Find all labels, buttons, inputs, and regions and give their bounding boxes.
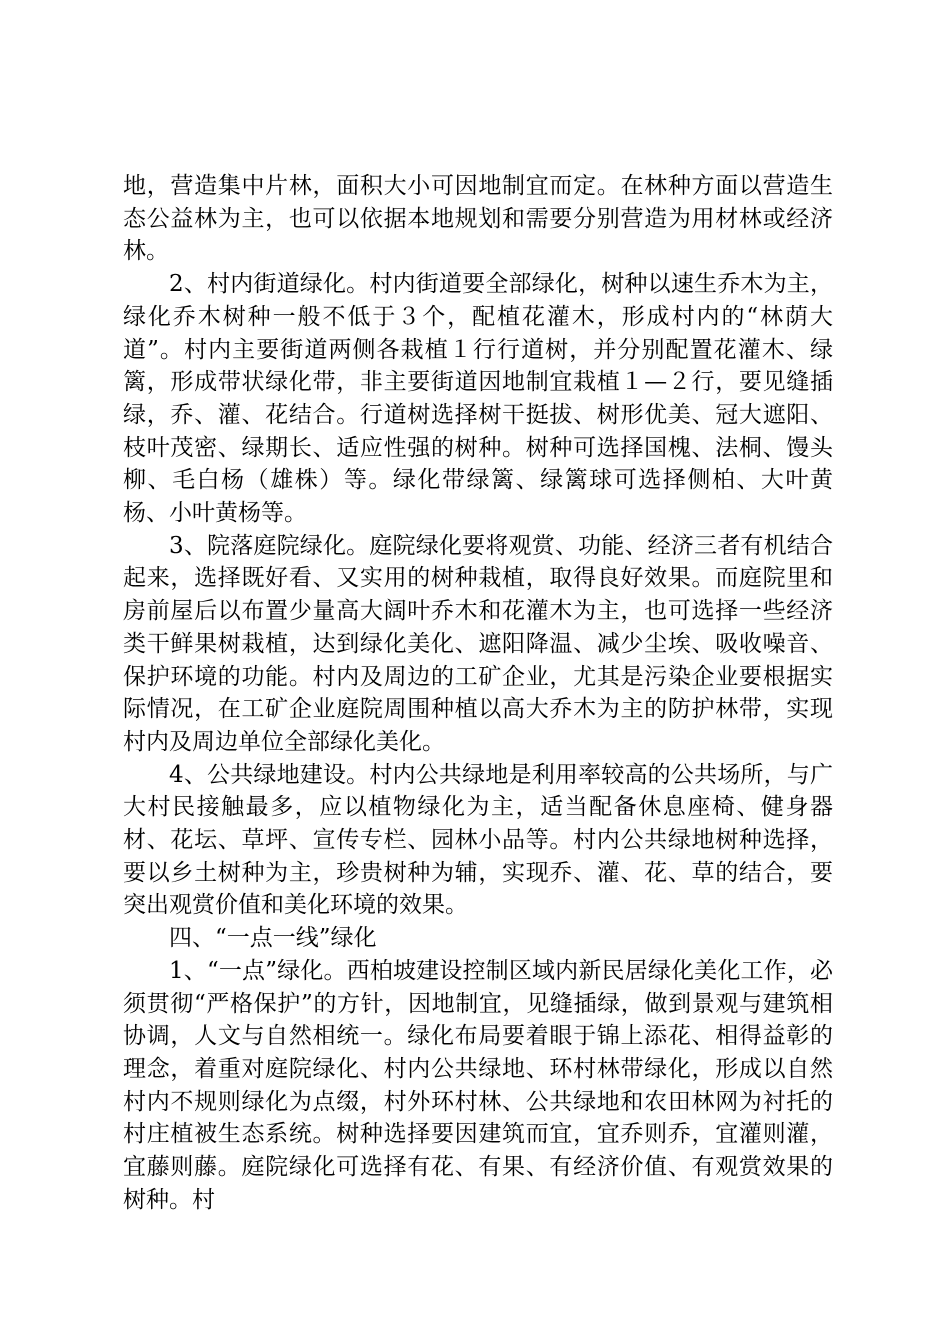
document-body	[123, 170, 833, 1217]
section-heading: 四、“一点一线”绿化	[169, 925, 377, 952]
paragraph-public-green-space: 4、公共绿地建设。村内公共绿地是利用率较高的公共场所，与广大村民接触最多，应以植物绿化为主，适当配备休息座椅、健身器材、花坛、草坪、宣传专栏、园林小品等。村内公共绿地树种选择，要以乡土树种为主，珍贵树种为辅，实现乔、灌、花、草的结合，要突出观赏价值和美化环境的效果。	[123, 761, 833, 919]
paragraph-point-greening: 1、“一点”绿化。西柏坡建设控制区域内新民居绿化美化工作，必须贯彻“严格保护”的方针，因地制宜，见缝插绿，做到景观与建筑相协调，人文与自然相统一。绿化布局要着眼于锦上添花、相得益彰的理念，着重对庭院绿化、村内公共绿地、环村林带绿化，形成以自然村内不规则绿化为点缀，村外环村林、公共绿地和农田林网为衬托的村庄植被生态系统。树种选择要因建筑而宜，宜乔则乔，宜灌则灌，宜藤则藤。庭院绿化可选择有花、有果、有经济价值、有观赏效果的树种。村	[123, 957, 833, 1213]
paragraph-continued: 地，营造集中片林，面积大小可因地制宜而定。在林种方面以营造生态公益林为主，也可以依据本地规划和需要分别营造为用材林或经济林。	[123, 173, 833, 265]
paragraph-street-greening: 2、村内街道绿化。村内街道要全部绿化，树种以速生乔木为主，绿化乔木树种一般不低于３个，配植花灌木，形成村内的“林荫大道”。村内主要街道两侧各栽植１行行道树，并分别配置花灌木、绿篱，形成带状绿化带，非主要街道因地制宜栽植１—２行，要见缝插绿，乔、灌、花结合。行道树选择树干挺拔、树形优美、冠大遮阳、枝叶茂密、绿期长、适应性强的树种。树种可选择国槐、法桐、馒头柳、毛白杨（雄株）等。绿化带绿篱、绿篱球可选择侧柏、大叶黄杨、小叶黄杨等。	[123, 271, 833, 527]
paragraph-courtyard-greening: 3、院落庭院绿化。庭院绿化要将观赏、功能、经济三者有机结合起来，选择既好看、又实用的树种栽植，取得良好效果。而庭院里和房前屋后以布置少量高大阔叶乔木和花灌木为主，也可选择一些经济类干鲜果树栽植，达到绿化美化、遮阳降温、减少尘埃、吸收噪音、保护环境的功能。村内及周边的工矿企业，尤其是污染企业要根据实际情况，在工矿企业庭院周围种植以高大乔木为主的防护林带，实现村内及周边单位全部绿化美化。	[123, 532, 833, 755]
